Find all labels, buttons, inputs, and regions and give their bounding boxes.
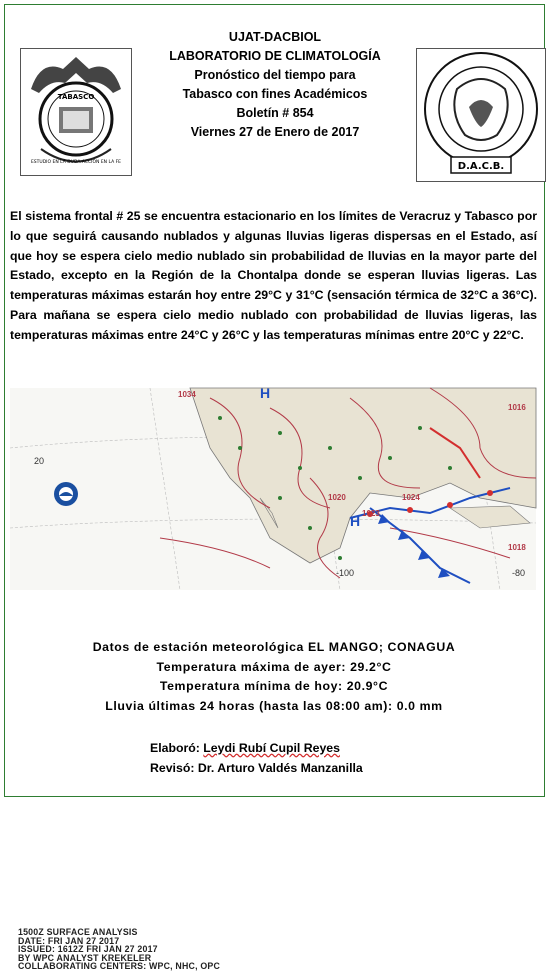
map-caption-line: COLLABORATING CENTERS: WPC, NHC, OPC [18,961,221,971]
pressure-label: 1023 [362,509,380,518]
station-data [12,638,536,716]
station-max-temp: Temperatura máxima de ayer: 29.2°C [156,659,392,674]
header-lab: LABORATORIO DE CLIMATOLOGÍA [169,49,381,63]
dacb-logo [416,48,546,182]
map-caption-line: DATE: FRI JAN 27 2017 [18,935,120,946]
credits-made-by [150,738,363,758]
ujat-logo-top-text: TABASCO [57,93,95,101]
pressure-label: 1024 [402,493,420,502]
dacb-seal-icon [417,49,545,181]
header-institution: UJAT-DACBIOL [228,30,322,44]
latitude-label: 20 [34,456,45,466]
map-caption-line: 1500Z SURFACE ANALYSIS [18,927,138,937]
ujat-logo-motto: ESTUDIO EN LA DUDA ACCION EN LA FE [30,160,122,165]
ujat-logo [20,48,132,176]
station-rain: Lluvia últimas 24 horas (hasta las 08:00 am): 0.0 mm [105,698,443,713]
forecast-text: El sistema frontal # 25 se encuentra estacionario en los límites de Veracruz y Tabasco por lo que seguirá causando nublados y algunas lluvias ligeras dispersas en el Estado, así que hoy se espera cielo medio nublado sin probabilidad de lluvias en la mayor parte del Estado, excepto en la Región de la Chontalpa donde se esperan lluvias ligeras. Las temperaturas máximas estarán hoy entre 29°C y 31°C (sensación térmica de 32°C a 36°C). Para mañana se espera cielo medio nublado con probabilidad de lluvias ligeras, las temperaturas máximas entre 24°C y 26°C y las temperaturas mínimas entre 20°C y 22°C. [10,209,537,342]
station-title: Datos de estación meteorológica EL MANGO; CONAGUA [92,640,456,654]
credits-made-label: Elaboró: [150,741,204,755]
header-bulletin-number: Boletín # 854 [236,106,314,120]
map-caption-line: BY WPC ANALYST KREKELER [18,952,152,963]
header-purpose: Tabasco con fines Académicos [182,87,368,101]
station-min-temp: Temperatura mínima de hoy: 20.9°C [159,679,389,693]
bulletin-header [140,28,410,142]
map-caption [18,928,220,971]
map-caption-line: ISSUED: 1612Z FRI JAN 27 2017 [18,944,158,955]
pressure-label: 1018 [508,543,526,552]
pressure-label: 1034 [178,390,196,399]
header-forecast: Pronóstico del tiempo para [194,68,356,82]
longitude-label-100: -100 [336,568,355,578]
header-date: Viernes 27 de Enero de 2017 [190,125,360,139]
credits-made-name: Leydi Rubí Cupil Reyes [203,741,340,755]
credits-reviewed-by: Revisó: Dr. Arturo Valdés Manzanilla [150,761,363,775]
noaa-logo-icon [54,482,78,506]
pressure-label: 1020 [328,493,346,502]
high-pressure-marker: H [350,513,361,529]
weather-map-graphic [10,385,536,590]
longitude-label-80: -80 [512,568,526,578]
high-pressure-marker-north: H [260,385,271,401]
credits [150,738,363,778]
ujat-seal-icon [21,49,131,175]
pressure-label: 1016 [508,403,526,412]
dacb-logo-text: D.A.C.B. [457,161,505,172]
